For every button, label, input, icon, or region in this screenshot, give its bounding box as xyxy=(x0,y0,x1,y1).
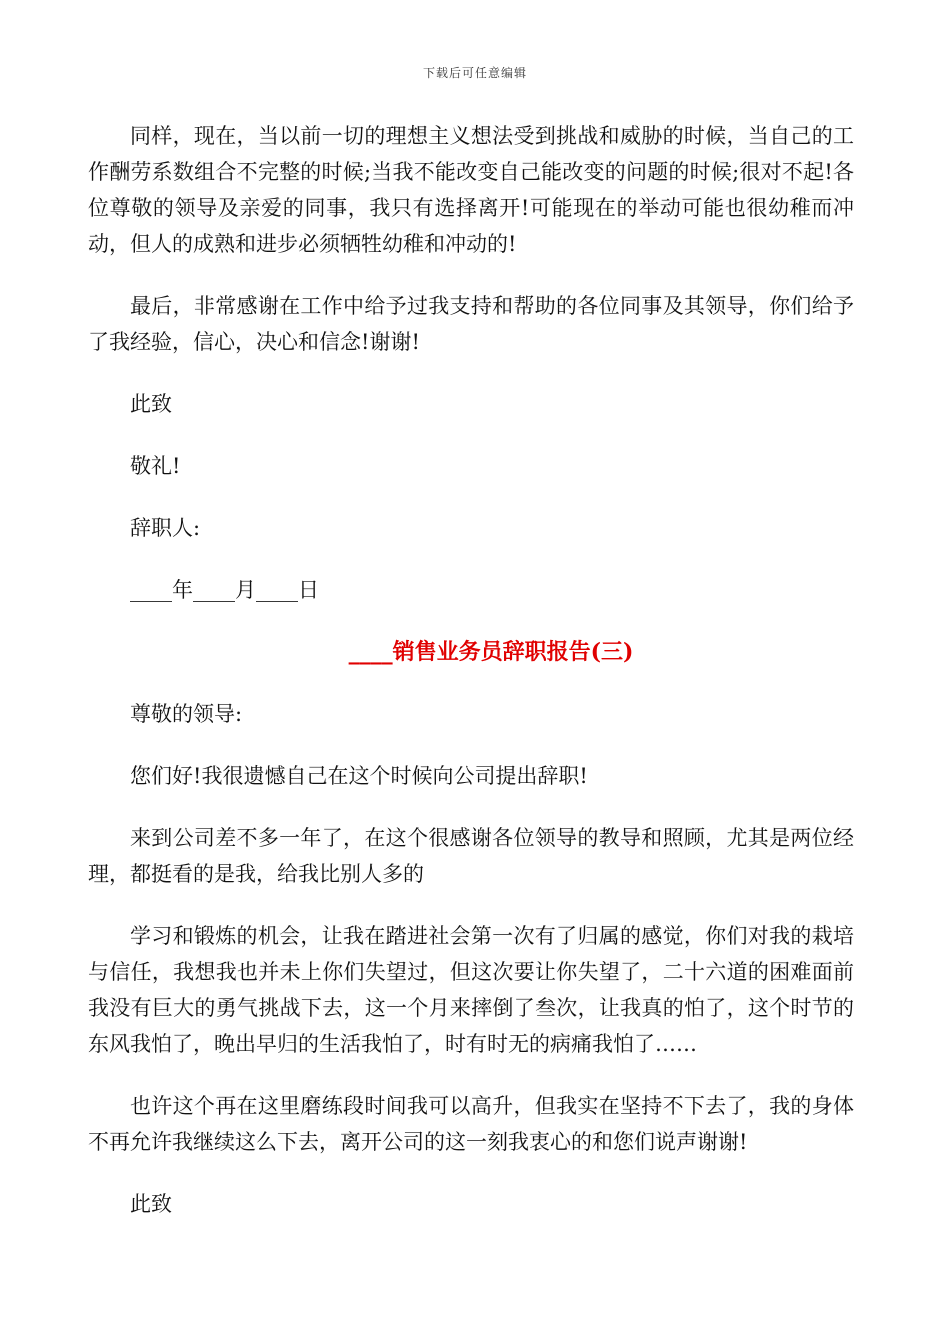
document-body xyxy=(88,118,854,1248)
closing-salutation: 此致 xyxy=(130,392,172,416)
paragraph-one-year: 来到公司差不多一年了，在这个很感谢各位领导的教导和照顾，尤其是两位经理，都挺看的是我，给我比别人多的 xyxy=(88,826,854,886)
paragraph-same: 同样，现在，当以前一切的理想主义想法受到挑战和威胁的时候，当自己的工作酬劳系数组合不完整的时候;当我不能改变自己能改变的问题的时候;很对不起!各位尊敬的领导及亲爱的同事，我只有选择离开!可能现在的举动可能也很幼稚而冲动，但人的成熟和进步必须牺牲幼稚和冲动的! xyxy=(88,124,854,256)
paragraph-maybe: 也许这个再在这里磨练段时间我可以高升，但我实在坚持不下去了，我的身体不再允许我继续这么下去，离开公司的这一刻我衷心的和您们说声谢谢! xyxy=(88,1094,854,1154)
date-line: ____年____月____日 xyxy=(130,578,319,602)
paragraph-thanks: 最后，非常感谢在工作中给予过我支持和帮助的各位同事及其领导，你们给予了我经验，信心，决心和信念!谢谢! xyxy=(88,294,854,354)
closing-regards: 敬礼! xyxy=(130,454,181,478)
greeting: 尊敬的领导: xyxy=(130,702,243,726)
signatory-label: 辞职人: xyxy=(130,516,201,540)
section-title: ____销售业务员辞职报告(三) xyxy=(348,639,634,665)
paragraph-hello: 您们好!我很遗憾自己在这个时候向公司提出辞职! xyxy=(130,764,588,788)
closing-salutation-2: 此致 xyxy=(130,1192,172,1216)
page-header: 下载后可任意编辑 xyxy=(422,66,527,80)
paragraph-opportunity: 学习和锻炼的机会，让我在踏进社会第一次有了归属的感觉，你们对我的栽培与信任，我想我也并未上你们失望过，但这次要让你失望了，二十六道的困难面前我没有巨大的勇气挑战下去，这一个月来摔倒了叁次，让我真的怕了，这个时节的东风我怕了，晚出早归的生活我怕了，时有时无的病痛我怕了…… xyxy=(88,924,854,1056)
